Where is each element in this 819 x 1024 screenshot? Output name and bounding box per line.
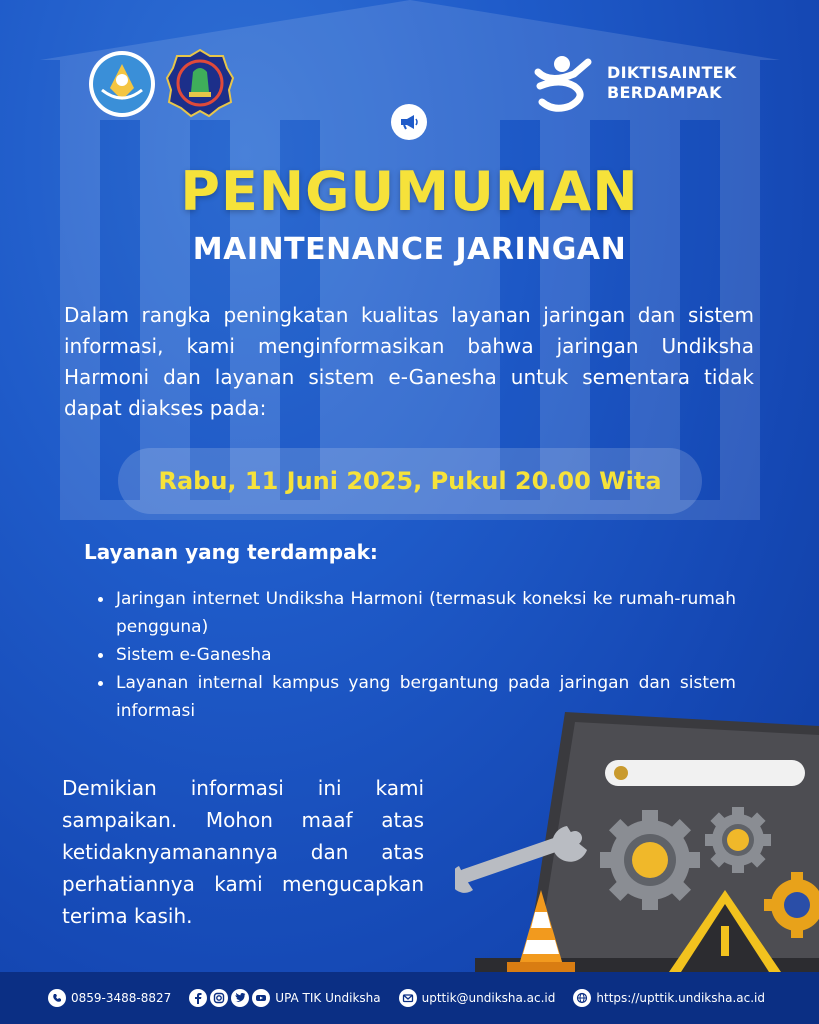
footer-phone[interactable] [48, 989, 171, 1007]
email-address: upttik@undiksha.ac.id [421, 991, 556, 1005]
list-item: Sistem e-Ganesha [96, 641, 736, 669]
footer-bar [0, 972, 819, 1024]
social-handle: UPA TIK Undiksha [275, 991, 381, 1005]
services-heading: Layanan yang terdampak: [84, 540, 378, 564]
facebook-icon [189, 989, 207, 1007]
footer-website[interactable] [573, 989, 765, 1007]
brand-line-1: DIKTISAINTEK [607, 63, 737, 82]
whatsapp-icon [48, 989, 66, 1007]
page-title: PENGUMUMAN [180, 160, 639, 223]
brand-line-2: BERDAMPAK [607, 83, 722, 102]
megaphone-icon [391, 104, 427, 140]
gear-icon [600, 810, 700, 910]
closing-paragraph: Demikian informasi ini kami sampaikan. Mohon maaf atas ketidaknyamanannya dan atas perhatiannya kami mengucapkan terima kasih. [62, 776, 424, 928]
page-subtitle: MAINTENANCE JARINGAN [192, 232, 627, 267]
phone-number: 0859-3488-8827 [71, 991, 172, 1005]
footer-social[interactable] [189, 989, 380, 1007]
list-item: Layanan internal kampus yang bergantung pada jaringan dan sistem informasi [96, 669, 736, 725]
instagram-icon [210, 989, 228, 1007]
website-url: https://upttik.undiksha.ac.id [596, 991, 765, 1005]
globe-icon [573, 989, 591, 1007]
list-item: Jaringan internet Undiksha Harmoni (termasuk koneksi ke rumah-rumah pengguna) [96, 585, 736, 641]
schedule-pill [118, 448, 702, 514]
schedule-text: Rabu, 11 Juni 2025, Pukul 20.00 Wita [158, 467, 662, 495]
youtube-icon [252, 989, 270, 1007]
twitter-icon [231, 989, 249, 1007]
maintenance-illustration [455, 700, 819, 972]
diktisaintek-logo [530, 52, 610, 112]
tut-wuri-handayani-logo [88, 50, 156, 118]
brand-text [607, 63, 737, 103]
intro-paragraph: Dalam rangka peningkatan kualitas layanan jaringan dan sistem informasi, kami menginformasikan bahwa jaringan Undiksha Harmoni dan layanan sistem e-Ganesha untuk sementara tidak dapat diakses pada: [64, 303, 754, 420]
undiksha-logo [165, 48, 235, 118]
gear-icon [705, 807, 771, 873]
email-icon [399, 989, 417, 1007]
footer-email[interactable] [399, 989, 556, 1007]
